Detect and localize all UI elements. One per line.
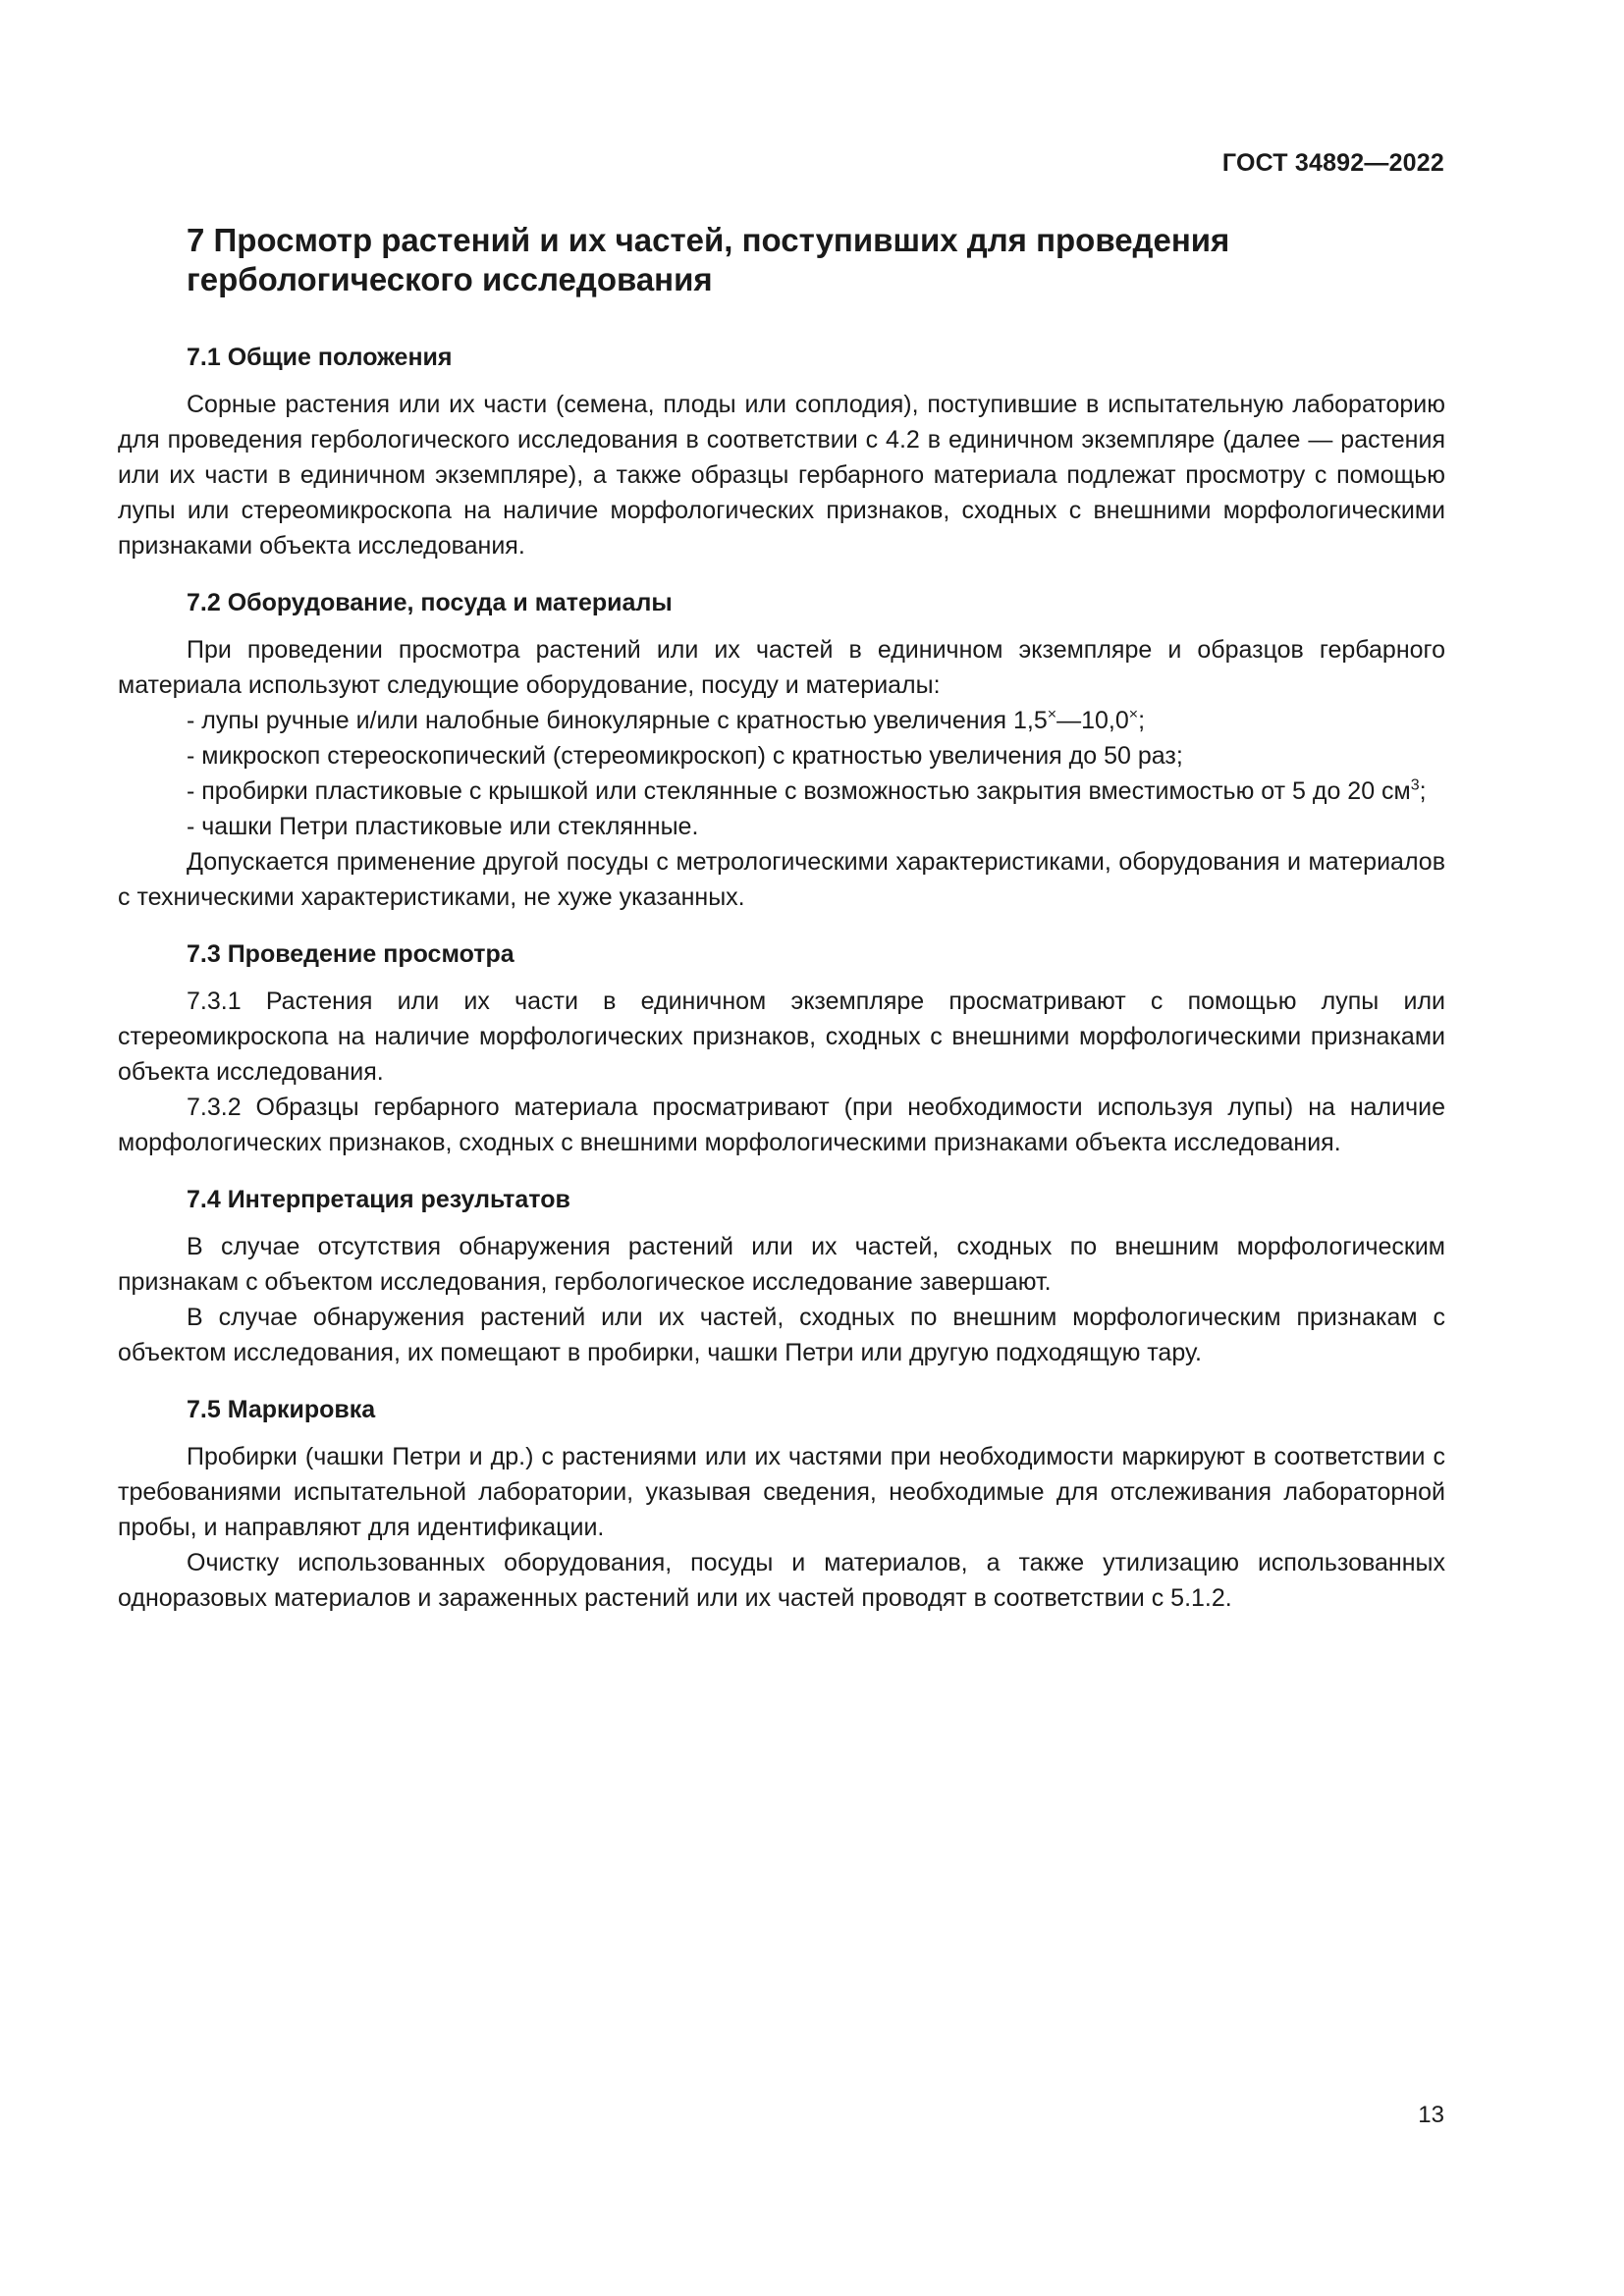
page-number: 13 bbox=[1418, 2102, 1444, 2128]
subsection-7-2 bbox=[118, 587, 1445, 915]
subsection-title-7-1: 7.1 Общие положения bbox=[187, 344, 453, 371]
paragraph-7-3-2: 7.3.2 Образцы гербарного материала просматривают (при необходимости используя лупы) на наличие морфологических признаков, сходных с внешними морфологическими признаками объекта исследования. bbox=[118, 1094, 1445, 1156]
list-item-petri-dishes: - чашки Петри пластиковые или стеклянные. bbox=[187, 813, 699, 840]
subsection-7-4 bbox=[118, 1184, 1445, 1370]
subsection-7-5 bbox=[118, 1394, 1445, 1616]
subsection-7-1 bbox=[118, 342, 1445, 563]
section-title: 7 Просмотр растений и их частей, поступивших для проведения гербологического исследования bbox=[187, 222, 1230, 297]
paragraph-7-1-general: Сорные растения или их части (семена, плоды или соплодия), поступившие в испытательную лабораторию для проведения гербологического исследования в соответствии с 4.2 в единичном экземпляре (далее — растения или их части в единичном экземпляре), а также образцы гербарного материала подлежат просмотру с помощью лупы или стереомикроскопа на наличие морфологических признаков, сходных с внешними морфологическими признаками объекта исследования. bbox=[118, 391, 1445, 560]
list-item-magnifiers: - лупы ручные и/или налобные бинокулярные с кратностью увеличения 1,5×—10,0×; bbox=[187, 706, 1146, 734]
paragraph-7-2-intro: При проведении просмотра растений или их частей в единичном экземпляре и образцов гербарного материала используют следующие оборудование, посуду и материалы: bbox=[118, 636, 1445, 699]
list-item-microscope: - микроскоп стереоскопический (стереомикроскоп) с кратностью увеличения до 50 раз; bbox=[187, 742, 1183, 770]
paragraph-7-4-absence: В случае отсутствия обнаружения растений или их частей, сходных по внешним морфологическим признакам с объектом исследования, гербологическое исследование завершают. bbox=[118, 1233, 1445, 1296]
subsection-7-3 bbox=[118, 938, 1445, 1160]
paragraph-7-3-1: 7.3.1 Растения или их части в единичном экземпляре просматривают с помощью лупы или стереомикроскопа на наличие морфологических признаков, сходных с внешними морфологическими признаками объекта исследования. bbox=[118, 988, 1445, 1086]
subsection-title-7-4: 7.4 Интерпретация результатов bbox=[187, 1186, 570, 1213]
paragraph-7-5-cleanup: Очистку использованных оборудования, посуды и материалов, а также утилизацию использованных одноразовых материалов и зараженных растений или их частей проводят в соответствии с 5.1.2. bbox=[118, 1549, 1445, 1612]
paragraph-7-2-allowance: Допускается применение другой посуды с метрологическими характеристиками, оборудования и материалов с техническими характеристиками, не хуже указанных. bbox=[118, 848, 1445, 911]
document-body bbox=[118, 221, 1445, 1639]
paragraph-7-5-labeling: Пробирки (чашки Петри и др.) с растениями или их частями при необходимости маркируют в соответствии с требованиями испытательной лаборатории, указывая сведения, необходимые для отслеживания лабораторной пробы, и направляют для идентификации. bbox=[118, 1443, 1445, 1541]
subsection-title-7-3: 7.3 Проведение просмотра bbox=[187, 940, 514, 968]
subsection-title-7-5: 7.5 Маркировка bbox=[187, 1396, 376, 1423]
subsection-title-7-2: 7.2 Оборудование, посуда и материалы bbox=[187, 589, 673, 616]
list-item-test-tubes: - пробирки пластиковые с крышкой или стеклянные с возможностью закрытия вместимостью от 5 до 20 $см^3$; bbox=[187, 776, 1427, 805]
document-header-standard: ГОСТ 34892—2022 bbox=[1221, 149, 1444, 177]
paragraph-7-4-detection: В случае обнаружения растений или их частей, сходных по внешним морфологическим признакам с объектом исследования, их помещают в пробирки, чашки Петри или другую подходящую тару. bbox=[118, 1304, 1445, 1366]
